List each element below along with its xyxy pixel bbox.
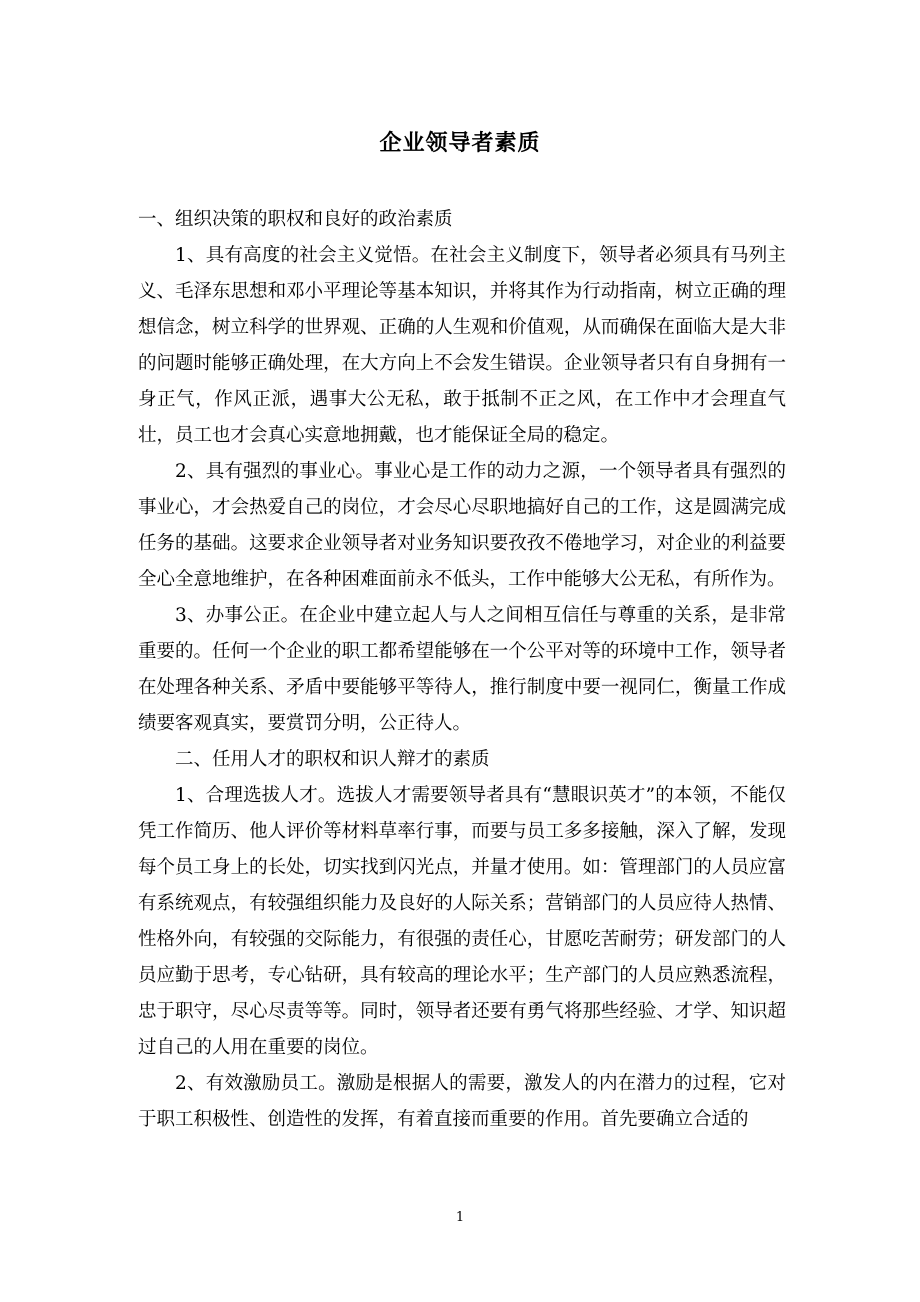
paragraph-political-awareness: 1、具有高度的社会主义觉悟。在社会主义制度下，领导者必须具有马列主义、毛泽东思想和邓小平理论等基本知识，并将其作为行动指南，树立正确的理想信念，树立科学的世界观、正确的人生观和价值观，从而确保在面临大是大非的问题时能够正确处理，在大方向上不会发生错误。企业领导者只有自身拥有一身正气，作风正派，遇事大公无私，敢于抵制不正之风，在工作中才会理直气壮，员工也才会真心实意地拥戴，也才能保证全局的稳定。	[138, 245, 786, 446]
page-number: 1	[455, 1210, 465, 1225]
document-body	[138, 202, 786, 1138]
paragraph-fairness: 3、办事公正。在企业中建立起人与人之间相互信任与尊重的关系，是非常重要的。任何一个企业的职工都希望能够在一个公平对等的环境中工作，领导者在处理各种关系、矛盾中要能够平等待人，推行制度中要一视同仁，衡量工作成绩要客观真实，要赏罚分明，公正待人。	[138, 605, 786, 734]
paragraph-talent-selection: 1、合理选拔人才。选拔人才需要领导者具有“慧眼识英才”的本领，不能仅凭工作简历、他人评价等材料草率行事，而要与员工多多接触，深入了解，发现每个员工身上的长处，切实找到闪光点，并量才使用。如：管理部门的人员应富有系统观点，有较强组织能力及良好的人际关系；营销部门的人员应待人热情、性格外向，有较强的交际能力，有很强的责任心，甘愿吃苦耐劳；研发部门的人员应勤于思考，专心钻研，具有较高的理论水平；生产部门的人员应熟悉流程，忠于职守，尽心尽责等等。同时，领导者还要有勇气将那些经验、才学、知识超过自己的人用在重要的岗位。	[138, 785, 786, 1058]
section-heading-2: 二、任用人才的职权和识人辩才的素质	[175, 749, 490, 770]
paragraph-employee-motivation: 2、有效激励员工。激励是根据人的需要，激发人的内在潜力的过程，它对于职工积极性、创造性的发挥，有着直接而重要的作用。首先要确立合适的	[138, 1073, 786, 1130]
document-title: 企业领导者素质	[379, 130, 541, 156]
paragraph-career-dedication: 2、具有强烈的事业心。事业心是工作的动力之源，一个领导者具有强烈的事业心，才会热爱自己的岗位，才会尽心尽职地搞好自己的工作，这是圆满完成任务的基础。这要求企业领导者对业务知识要孜孜不倦地学习，对企业的利益要全心全意地维护，在各种困难面前永不低头，工作中能够大公无私，有所作为。	[138, 461, 786, 590]
section-heading-1: 一、组织决策的职权和良好的政治素质	[138, 209, 453, 230]
